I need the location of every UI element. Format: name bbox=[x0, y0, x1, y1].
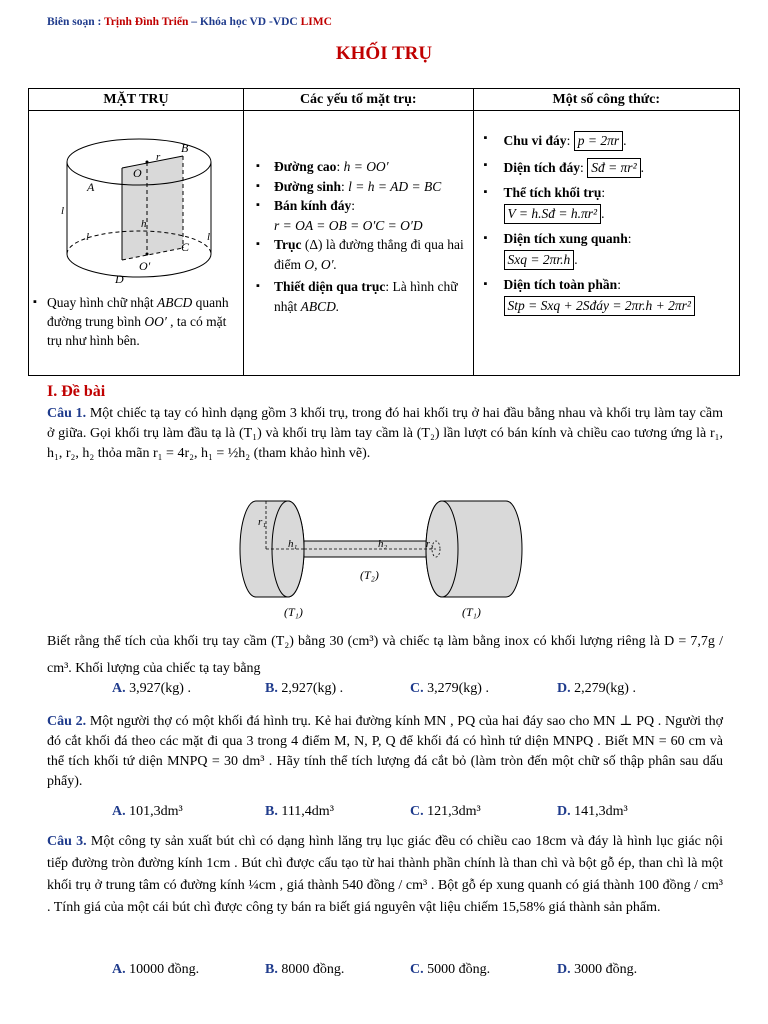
list-item: ▪ Diện tích đáy: Sđ = πr² . bbox=[482, 156, 733, 180]
label-l-inner: l bbox=[86, 231, 90, 243]
label-D: D bbox=[115, 272, 124, 286]
label-T1-left: (T₁) bbox=[284, 605, 303, 619]
label-O: O bbox=[133, 166, 142, 180]
label-r1: r₁ bbox=[258, 516, 267, 528]
formula-list bbox=[474, 111, 739, 318]
list-item: ▪ Chu vi đáy: p = 2πr . bbox=[482, 129, 733, 153]
label-r2: r₂ bbox=[426, 539, 434, 550]
table-header-1: MẶT TRỤ bbox=[29, 89, 244, 111]
list-item: ▪ Trục (Δ) là đường thẳng đi qua hai điểm O, O′. bbox=[254, 235, 467, 274]
option-a: A. 3,927(kg) . bbox=[112, 681, 191, 696]
option-d: D. 2,279(kg) . bbox=[557, 681, 636, 696]
label-A: A bbox=[87, 180, 95, 194]
label-r: r bbox=[156, 151, 161, 163]
list-item: ▪ Bán kính đáy: r = OA = OB = O′C = O′D bbox=[254, 196, 467, 235]
option-c: C. 121,3dm³ bbox=[410, 804, 481, 819]
list-item: ▪ Diện tích toàn phần: Stp = Sxq + 2Sđáy = 2πr.h + 2πr² bbox=[482, 275, 733, 318]
label-h: h bbox=[141, 218, 147, 230]
header-author: Trịnh Đình Triển bbox=[103, 16, 189, 28]
table-header-2: Các yếu tố mặt trụ: bbox=[243, 89, 473, 111]
question-3: Câu 3. Một công ty sản xuất bút chì có dạng hình lăng trụ lục giác đều có chiều cao 18cm và đáy là hình lục giác nội tiếp đường tròn đường kính 1cm . Bút chì được cấu tạo từ hai thành phần chính là than chì và bột gỗ ép, than chì là một khối trụ ở trung tâm có đường kính ¼cm , giá thành 540 đồng / cm³ . Bột gỗ ép xung quanh có giá thành 100 đồng / cm³ . Tính giá của một cái bút chì được công ty bán ra biết giá nguyên vật liệu chiếm 15,58% giá thành sản phẩm. bbox=[47, 834, 723, 915]
question-1-text-2: Biết rằng thể tích của khối trụ tay cầm (T₂) bằng 30 (cm³) và chiếc tạ làm bằng inox có khối lượng riêng là D = 7,7g / cm³. Khối lượng của chiếc tạ tay bằng bbox=[47, 634, 723, 676]
option-a: A. 10000 đồng. bbox=[112, 962, 200, 977]
question-2: Câu 2. Một người thợ có một khối đá hình trụ. Kẻ hai đường kính MN , PQ của hai đáy sao cho MN ⊥ PQ . Người thợ đó cắt khối đá theo các mặt đi qua 3 trong 4 điểm M, N, P, Q để khối đá có hình tứ diện MNPQ . Biết MN = 60 cm và thể tích khối tứ diện MNPQ = 30 dm³ . Hãy tính thể tích lượng đá cắt bỏ (làm tròn đến một chữ số thập phân sau dấu phẩy). bbox=[47, 714, 723, 789]
label-O-prime: O′ bbox=[139, 259, 151, 273]
axial-section bbox=[122, 156, 183, 260]
list-item: ▪ Đường cao: h = OO′ bbox=[254, 157, 467, 177]
list-item: ▪ Diện tích xung quanh: Sxq = 2πr.h . bbox=[482, 229, 733, 272]
summary-table bbox=[28, 88, 740, 376]
option-a: A. 101,3dm³ bbox=[112, 804, 183, 819]
elements-cell bbox=[243, 111, 473, 376]
formula-box: Sđ = πr² bbox=[587, 158, 640, 178]
label-C: C bbox=[181, 240, 190, 254]
cylinder-figure bbox=[29, 111, 239, 291]
label-h2: h₂ bbox=[378, 538, 388, 550]
option-c: C. 3,279(kg) . bbox=[410, 681, 489, 696]
page-title: KHỐI TRỤ bbox=[335, 43, 433, 64]
formula-box: Sxq = 2πr.h bbox=[504, 250, 575, 270]
cylinder-cell bbox=[29, 111, 244, 376]
label-T1-right: (T₁) bbox=[462, 605, 481, 619]
label-l-left: l bbox=[61, 205, 65, 217]
rotation-note: ▪ Quay hình chữ nhật ABCD quanh đường trung bình OO′ , ta có mặt trụ như hình bên. bbox=[29, 293, 243, 350]
question-1: Câu 1. Một chiếc tạ tay có hình dạng gồm 3 khối trụ, trong đó hai khối trụ ở hai đầu bằng nhau và khối trụ làm tay cầm ở giữa. Gọi khối trụ làm đầu tạ là (T₁) và khối trụ làm tay cầm là (T₂) lần lượt có bán kính và chiều cao tương ứng là r₁, h₁, r₂, h₂ thỏa mãn r₁ = 4r₂, h₁ = ½h₂ (tham khảo hình vẽ). bbox=[47, 406, 723, 461]
list-item: ▪ Đường sinh: l = h = AD = BC bbox=[254, 177, 467, 197]
option-b: B. 111,4dm³ bbox=[265, 804, 334, 819]
table-header-3: Một số công thức: bbox=[473, 89, 739, 111]
point-O bbox=[146, 161, 149, 164]
list-item: ▪ Thiết diện qua trục: Là hình chữ nhật ABCD. bbox=[254, 277, 467, 316]
option-c: C. 5000 đồng. bbox=[410, 962, 491, 977]
page-header bbox=[47, 16, 332, 28]
label-h1: h₁ bbox=[288, 538, 298, 550]
label-B: B bbox=[181, 141, 189, 155]
option-b: B. 8000 đồng. bbox=[265, 962, 345, 977]
dumbbell-figure bbox=[236, 493, 526, 623]
formula-box: p = 2πr bbox=[574, 131, 623, 151]
header-prefix: Biên soạn : bbox=[47, 16, 104, 28]
formula-box: Stp = Sxq + 2Sđáy = 2πr.h + 2πr² bbox=[504, 296, 695, 316]
header-brand: LIMC bbox=[300, 16, 332, 28]
formulas-cell bbox=[473, 111, 739, 376]
option-d: D. 3000 đồng. bbox=[557, 962, 638, 977]
option-d: D. 141,3dm³ bbox=[557, 804, 628, 819]
option-b: B. 2,927(kg) . bbox=[265, 681, 344, 696]
point-O-prime bbox=[146, 253, 149, 256]
section-title: I. Đề bài bbox=[47, 383, 106, 400]
list-item: ▪ Thể tích khối trụ: V = h.Sđ = h.πr² . bbox=[482, 183, 733, 226]
label-l-right: l bbox=[207, 231, 211, 243]
header-course: – Khóa học VD -VDC bbox=[188, 16, 301, 28]
formula-box: V = h.Sđ = h.πr² bbox=[504, 204, 602, 224]
label-T2: (T₂) bbox=[360, 568, 379, 582]
cylinder-elements-list bbox=[244, 111, 473, 316]
